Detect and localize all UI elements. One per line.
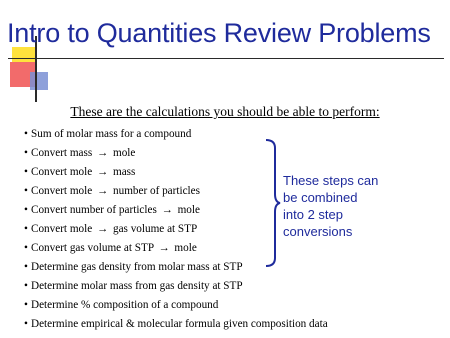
item-text: Determine % composition of a compound: [31, 299, 219, 311]
note-line: into 2 step: [283, 207, 343, 222]
list-item: [24, 124, 191, 144]
item-text: Convert gas volume at STP: [31, 242, 154, 254]
list-item: [24, 219, 197, 239]
item-text: Determine gas density from molar mass at STP: [31, 261, 243, 273]
decorative-blue-square: [30, 72, 48, 90]
item-text: Determine empirical & molecular formula given composition data: [31, 318, 328, 330]
slide-title: Intro to Quantities Review Problems: [7, 18, 431, 48]
bullet-glyph: •: [24, 299, 28, 311]
arrow-icon: →: [97, 223, 109, 235]
bullet-glyph: •: [24, 128, 28, 140]
list-item: [24, 314, 328, 334]
bullet-glyph: •: [24, 261, 28, 273]
arrow-icon: →: [97, 185, 109, 197]
list-item: [24, 162, 135, 182]
list-item: [24, 200, 200, 220]
slide-subtitle: These are the calculations you should be able to perform:: [70, 104, 380, 119]
right-brace-icon: [263, 138, 281, 268]
item-target: mole: [177, 204, 200, 216]
bullet-glyph: •: [24, 204, 28, 216]
item-text: Convert mole: [31, 223, 93, 235]
bullet-glyph: •: [24, 318, 28, 330]
bullet-glyph: •: [24, 242, 28, 254]
list-item: [24, 295, 218, 315]
item-target: mole: [174, 242, 197, 254]
list-item: [24, 181, 200, 201]
list-item: [24, 143, 135, 163]
note-line: be combined: [283, 190, 358, 205]
bullet-glyph: •: [24, 223, 28, 235]
item-text: Sum of molar mass for a compound: [31, 128, 192, 140]
bullet-glyph: •: [24, 166, 28, 178]
arrow-icon: →: [161, 204, 173, 216]
item-text: Convert mole: [31, 166, 93, 178]
title-underline-rule: [8, 58, 444, 59]
item-text: Convert mass: [31, 147, 93, 159]
bullet-glyph: •: [24, 280, 28, 292]
item-text: Convert number of particles: [31, 204, 157, 216]
item-text: Convert mole: [31, 185, 93, 197]
note-line: conversions: [283, 224, 353, 239]
combined-steps-note: [283, 172, 393, 240]
item-text: Determine molar mass from gas density at STP: [31, 280, 243, 292]
arrow-icon: →: [158, 242, 170, 254]
arrow-icon: →: [97, 166, 109, 178]
item-target: number of particles: [113, 185, 200, 197]
bullet-glyph: •: [24, 185, 28, 197]
arrow-icon: →: [97, 147, 109, 159]
list-item: [24, 238, 197, 258]
list-item: [24, 257, 243, 277]
bullet-glyph: •: [24, 147, 28, 159]
list-item: [24, 276, 243, 296]
item-target: gas volume at STP: [113, 223, 198, 235]
item-target: mass: [113, 166, 136, 178]
note-line: These steps can: [283, 173, 379, 188]
item-target: mole: [113, 147, 136, 159]
